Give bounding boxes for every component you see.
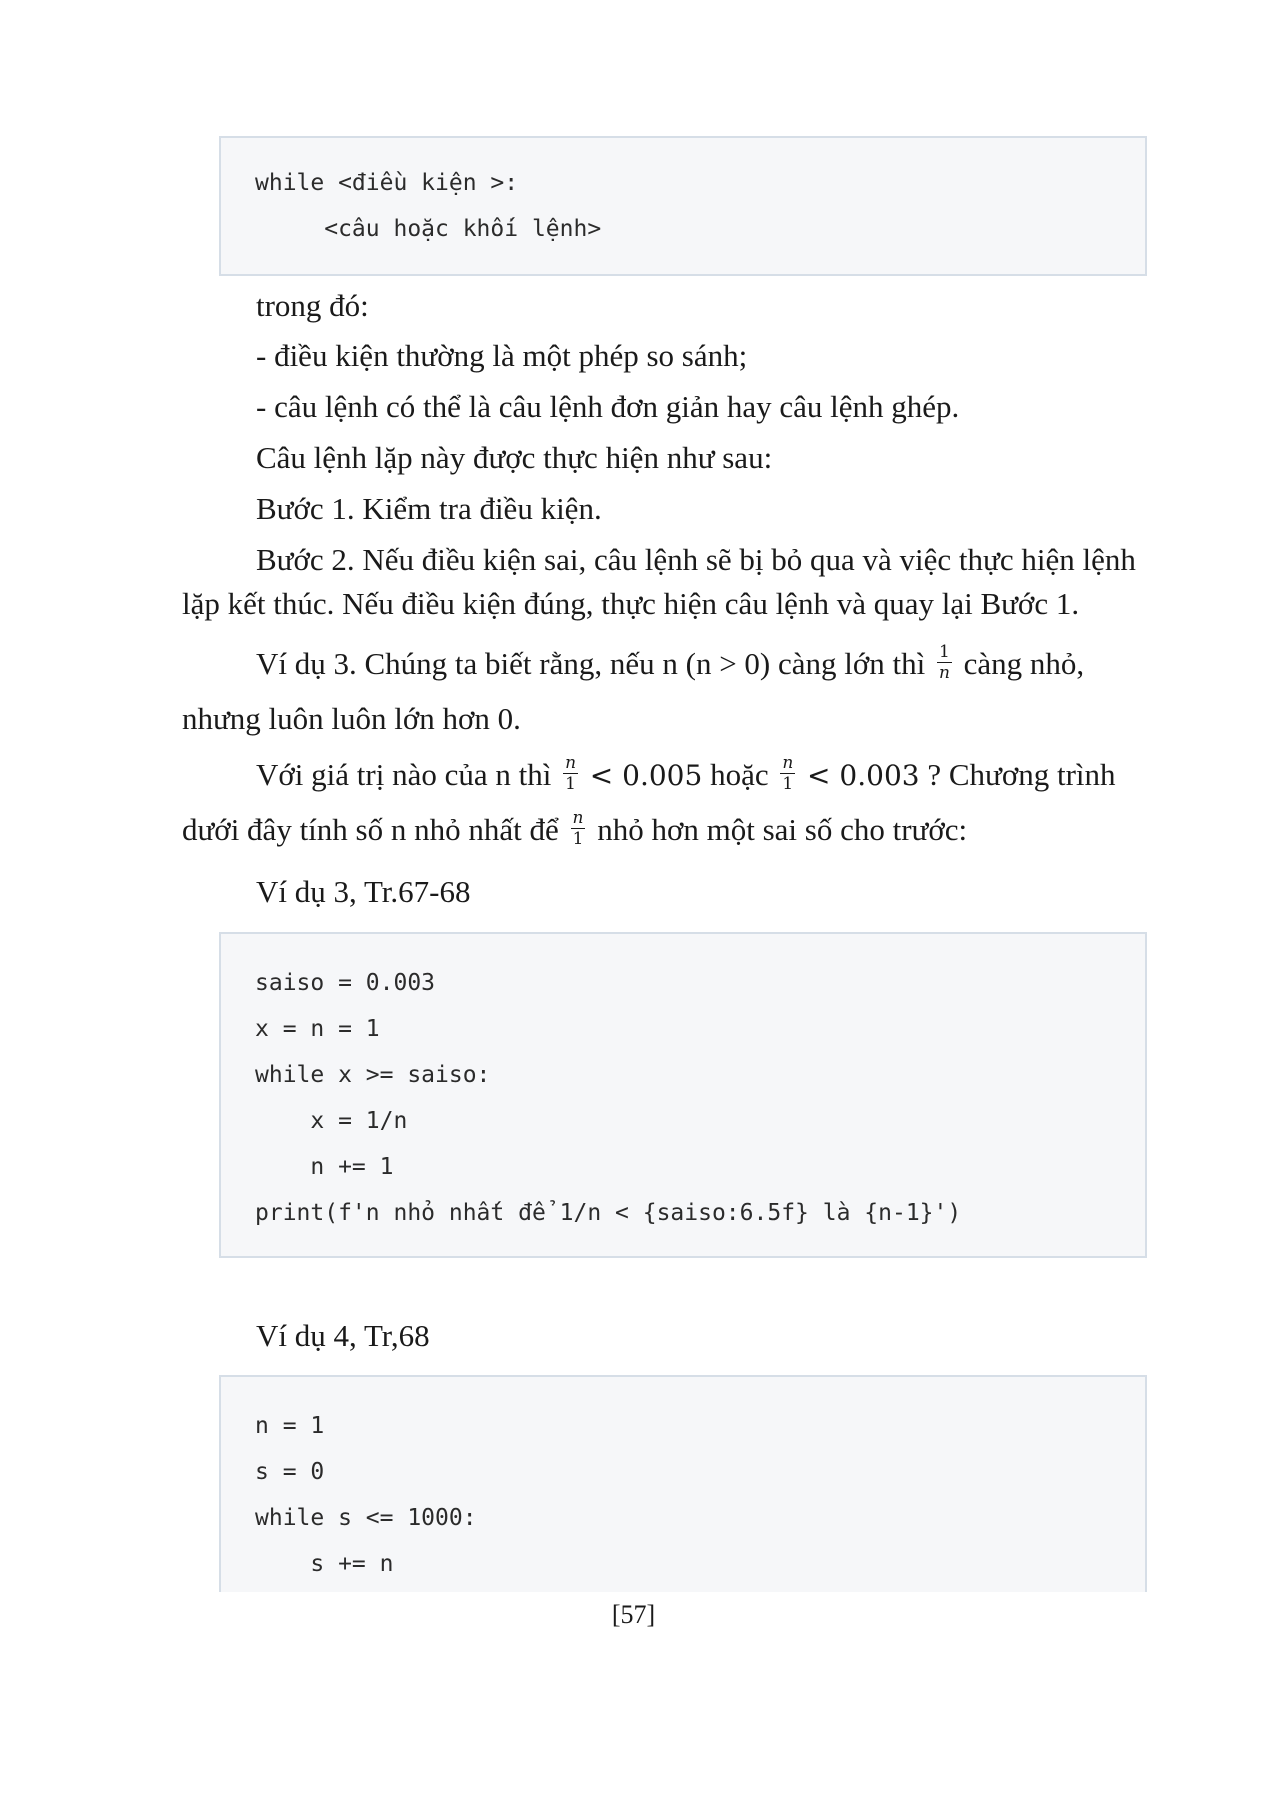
fraction-numerator: n xyxy=(782,753,794,774)
fraction-denominator: 1 xyxy=(565,774,576,795)
code-line: x = 1/n xyxy=(255,1108,408,1134)
paragraph-example-3-line-1 xyxy=(256,644,1084,687)
paragraph-example-3-line-2: nhưng luôn luôn lớn hơn 0. xyxy=(182,701,521,736)
code-block-example-3 xyxy=(219,932,1147,1258)
paragraph-step-2-line-2: lặp kết thúc. Nếu điều kiện đúng, thực hiện câu lệnh và quay lại Bước 1. xyxy=(182,586,1080,621)
fraction-n-over-1 xyxy=(563,753,578,794)
paragraph-intro: Câu lệnh lặp này được thực hiện như sau: xyxy=(256,440,773,475)
fraction-denominator: 1 xyxy=(782,774,794,795)
paragraph-step-1: Bước 1. Kiểm tra điều kiện. xyxy=(256,491,602,526)
text-segment: dưới đây tính số n nhỏ nhất để xyxy=(182,812,559,847)
code-line: <câu hoặc khối lệnh> xyxy=(255,216,602,242)
code-line: while s <= 1000: xyxy=(255,1505,477,1531)
page-number: [57] xyxy=(611,1600,656,1629)
code-line: while <điều kiện >: xyxy=(255,170,519,196)
fraction-numerator: n xyxy=(572,808,584,829)
code-line: saiso = 0.003 xyxy=(255,970,436,996)
code-line: while x >= saiso: xyxy=(255,1062,491,1088)
text-segment: càng nhỏ, xyxy=(963,646,1085,681)
fraction-numerator: n xyxy=(565,753,577,774)
paragraph-trong-do: trong đó: xyxy=(256,288,369,323)
bullet-dieu-kien: - điều kiện thường là một phép so sánh; xyxy=(256,338,748,373)
fraction-denominator: 1 xyxy=(572,829,584,850)
math-inequality: < 0.003 xyxy=(807,759,920,792)
paragraph-step-2-line-1: Bước 2. Nếu điều kiện sai, câu lệnh sẽ bị bỏ qua và việc thực hiện lệnh xyxy=(256,542,1136,577)
math-inequality: < 0.005 xyxy=(589,759,703,792)
bullet-cau-lenh: - câu lệnh có thể là câu lệnh đơn giản hay câu lệnh ghép. xyxy=(256,389,960,424)
paragraph-question-line-2 xyxy=(182,810,967,853)
fraction-numerator: 1 xyxy=(939,642,950,663)
fraction-1-over-n xyxy=(937,642,952,683)
text-segment: hoặc xyxy=(710,757,769,792)
text-segment: Với giá trị nào của n thì xyxy=(256,757,552,792)
fraction-n-over-1 xyxy=(780,753,795,794)
code-line: n += 1 xyxy=(255,1154,394,1180)
text-segment: ? Chương trình xyxy=(927,757,1116,792)
example-4-reference: Ví dụ 4, Tr,68 xyxy=(256,1318,430,1353)
code-line: print(f'n nhỏ nhất để 1/n < {saiso:6.5f} là {n-1}') xyxy=(255,1200,962,1226)
code-line: n = 1 xyxy=(255,1413,325,1439)
fraction-n-over-1 xyxy=(571,808,586,849)
code-block-example-4 xyxy=(219,1375,1147,1592)
fraction-denominator: n xyxy=(938,663,950,684)
code-line: x = n = 1 xyxy=(255,1016,380,1042)
text-segment: nhỏ hơn một sai số cho trước: xyxy=(597,812,968,847)
text-segment: Ví dụ 3. Chúng ta biết rằng, nếu n (n > 0) càng lớn thì xyxy=(256,646,926,681)
code-block-while-syntax xyxy=(219,136,1147,276)
code-line: s += n xyxy=(255,1551,394,1577)
paragraph-question-line-1 xyxy=(256,755,1116,798)
example-3-reference: Ví dụ 3, Tr.67-68 xyxy=(256,874,471,909)
code-line: s = 0 xyxy=(255,1459,325,1485)
